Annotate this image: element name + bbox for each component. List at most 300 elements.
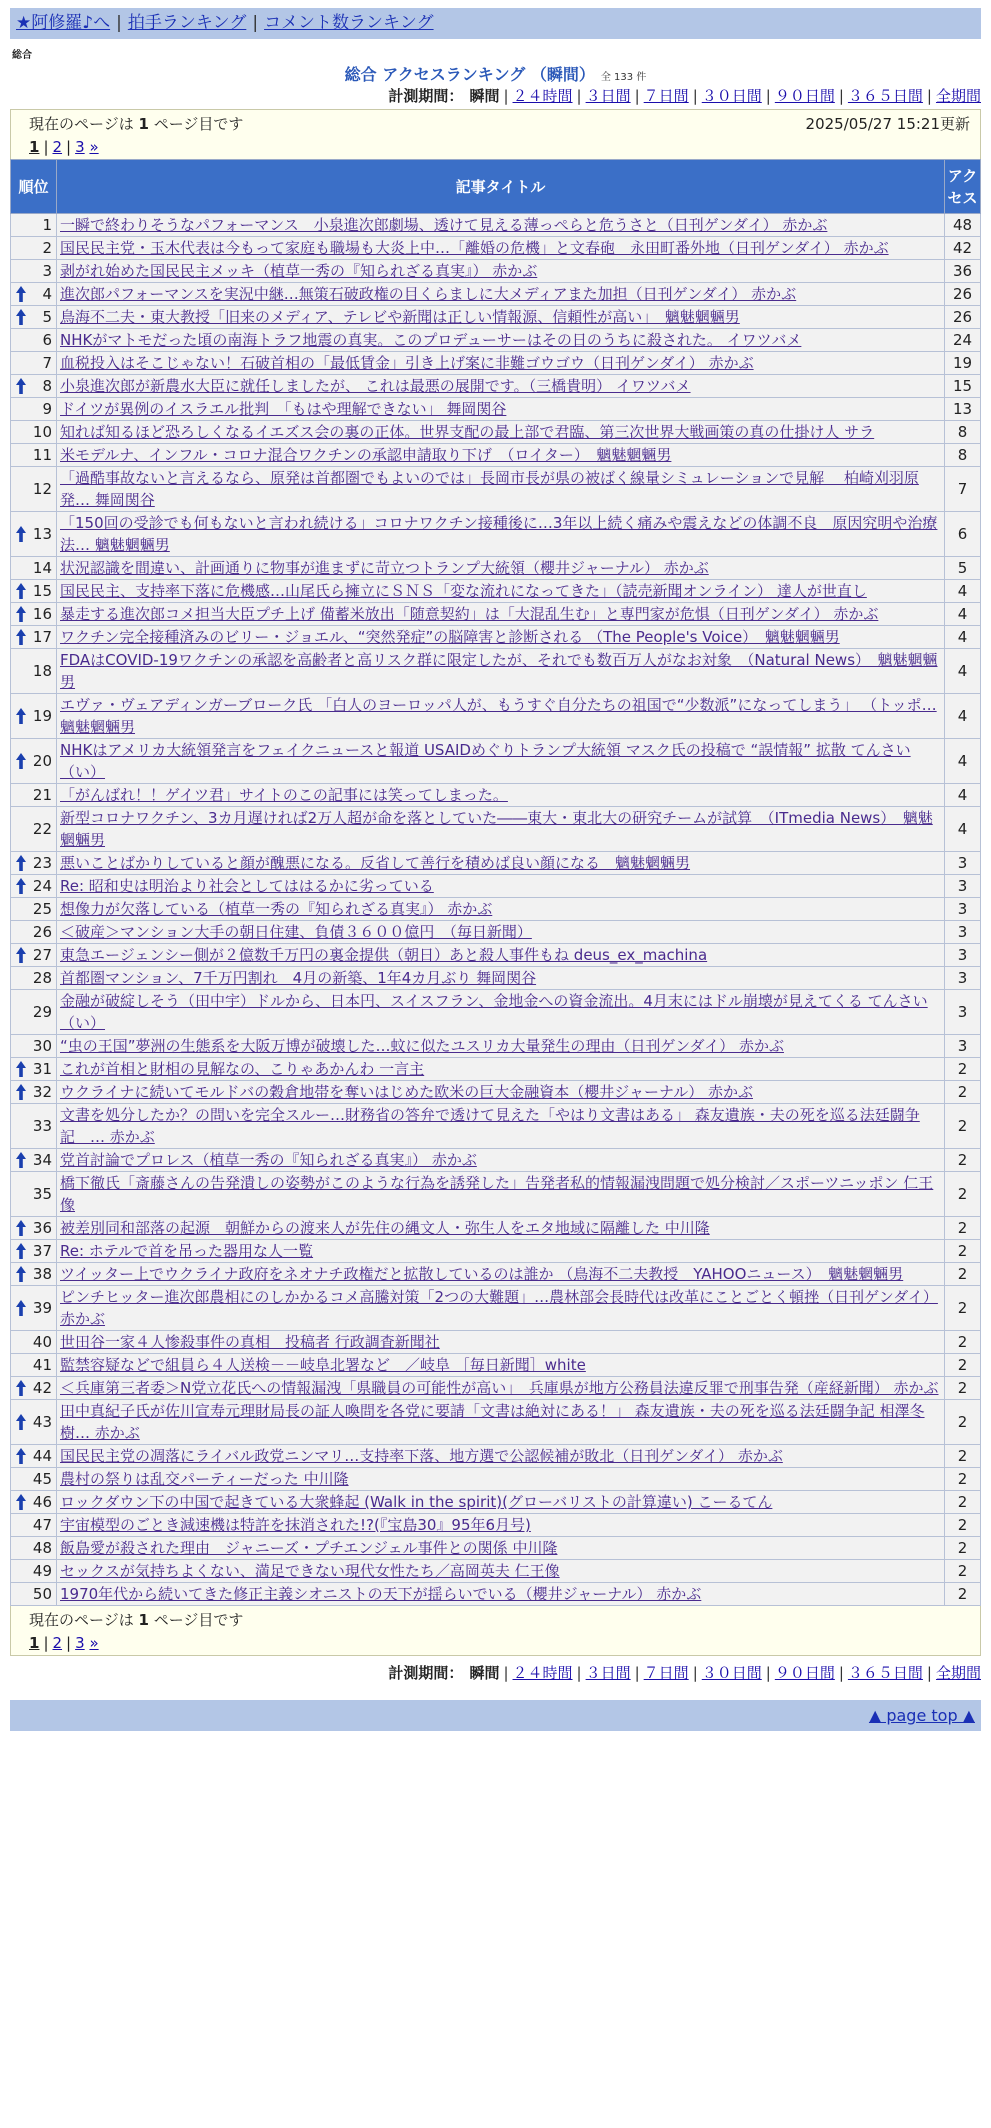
rank-up-icon <box>16 286 26 302</box>
table-row <box>11 1217 981 1240</box>
section-label: 総合 <box>12 50 32 61</box>
article-link[interactable]: これが首相と財相の見解なの、こりゃあかんわ 一言主 <box>60 1060 425 1078</box>
article-link[interactable]: 状況認識を間違い、計画通りに物事が進まずに苛立つトランプ大統領（櫻井ジャーナル） 赤かぶ <box>60 559 709 577</box>
page-title <box>10 65 981 85</box>
article-link[interactable]: 飯島愛が殺された理由 ジャニーズ・プチエンジェル事件との関係 中川隆 <box>60 1539 558 1557</box>
comment-ranking-link[interactable]: コメント数ランキング <box>264 13 434 33</box>
page-link-3[interactable]: 3 <box>75 1634 85 1652</box>
period-link-0[interactable]: ２４時間 <box>512 1664 573 1682</box>
table-row <box>11 1583 981 1606</box>
current-page-text: 現在のページは 1 ページ目です <box>29 115 244 133</box>
pager-bottom <box>10 1606 981 1656</box>
title-cell <box>57 1514 945 1537</box>
title-cell <box>57 1331 945 1354</box>
rank-cell <box>11 467 57 512</box>
rank-cell <box>11 626 57 649</box>
rank-up-icon <box>16 1494 26 1510</box>
period-link-2[interactable]: ７日間 <box>643 1664 689 1682</box>
table-row <box>11 694 981 739</box>
rank-cell <box>11 1560 57 1583</box>
title-cell <box>57 1035 945 1058</box>
period-link-3[interactable]: ３０日間 <box>701 1664 762 1682</box>
total-count: 全 133 件 <box>600 72 647 83</box>
rank-cell <box>11 1491 57 1514</box>
access-count: 4 <box>945 626 981 649</box>
article-link[interactable]: Re: 昭和史は明治より社会としてははるかに劣っている <box>60 877 434 895</box>
table-row <box>11 1286 981 1331</box>
rank-number: 18 <box>32 662 52 680</box>
pager-top <box>10 109 981 159</box>
table-row <box>11 1537 981 1560</box>
period-link-0[interactable]: ２４時間 <box>512 87 573 105</box>
rank-number: 44 <box>32 1447 52 1465</box>
access-count: 2 <box>945 1058 981 1081</box>
rank-up-icon <box>16 378 26 394</box>
title-cell <box>57 283 945 306</box>
title-cell <box>57 1263 945 1286</box>
period-selector-bottom: 計測期間： 瞬間 | ２４時間 | ３日間 | ７日間 | ３０日間 | ９０日間 | ３６５日間 | 全期間 <box>388 1664 981 1682</box>
title-cell <box>57 237 945 260</box>
table-row <box>11 306 981 329</box>
article-link[interactable]: 知れば知るほど恐ろしくなるイエズス会の裏の正体。世界支配の最上部で君臨、第三次世界大戦画策の真の仕掛け人 サラ <box>60 423 875 441</box>
rank-cell <box>11 1445 57 1468</box>
rank-number: 46 <box>32 1493 52 1511</box>
rank-up-icon <box>16 1300 26 1316</box>
table-row <box>11 921 981 944</box>
next-page-link[interactable]: » <box>89 138 99 156</box>
rank-number: 25 <box>32 900 52 918</box>
title-cell <box>57 1286 945 1331</box>
title-cell <box>57 1445 945 1468</box>
rank-cell <box>11 398 57 421</box>
rank-cell <box>11 444 57 467</box>
title-cell <box>57 1104 945 1149</box>
access-count: 2 <box>945 1400 981 1445</box>
rank-cell <box>11 944 57 967</box>
pagination-links-bottom: 1 | 2 | 3 » <box>29 1634 99 1652</box>
title-cell <box>57 1058 945 1081</box>
access-count: 8 <box>945 421 981 444</box>
article-link[interactable]: 小泉進次郎が新農水大臣に就任しましたが、 これは最悪の展開です。（三橋貴明） イワツバメ <box>60 377 691 395</box>
access-count: 36 <box>945 260 981 283</box>
title-cell <box>57 1583 945 1606</box>
article-link[interactable]: 米モデルナ、インフル・コロナ混合ワクチンの承認申請取り下げ （ロイター） 魑魅魍魎男 <box>60 446 672 464</box>
table-row <box>11 512 981 557</box>
access-count: 3 <box>945 944 981 967</box>
access-count: 2 <box>945 1081 981 1104</box>
article-link[interactable]: 「過酷事故ないと言えるなら、原発は首都圏でもよいのでは」長岡市長が県の被ばく線量シミュレーションで見解 柏崎刈羽原発… 舞岡関谷 <box>60 469 919 509</box>
rank-cell <box>11 967 57 990</box>
access-count: 2 <box>945 1377 981 1400</box>
rank-number: 38 <box>32 1265 52 1283</box>
rank-cell <box>11 512 57 557</box>
access-count: 2 <box>945 1537 981 1560</box>
article-link[interactable]: 暴走する進次郎コメ担当大臣プチ上げ 備蓄米放出「随意契約」は「大混乱生む」と専門家が危惧（日刊ゲンダイ） 赤かぶ <box>60 605 879 623</box>
table-row <box>11 398 981 421</box>
article-link[interactable]: セックスが気持ちよくない、満足できない現代女性たち／高岡英夫 仁王像 <box>60 1562 560 1580</box>
title-cell <box>57 467 945 512</box>
rank-cell <box>11 784 57 807</box>
ranking-table <box>10 159 981 1606</box>
title-cell <box>57 694 945 739</box>
access-count: 26 <box>945 306 981 329</box>
home-link[interactable]: ★阿修羅♪へ <box>16 13 111 33</box>
article-link[interactable]: 「150回の受診でも何もないと言われ続ける」コロナワクチン接種後に…3年以上続く痛みや震えなどの体調不良 原因究明や治療法… 魑魅魍魎男 <box>60 514 938 554</box>
rank-up-icon <box>16 1448 26 1464</box>
title-cell <box>57 1560 945 1583</box>
access-count: 4 <box>945 739 981 784</box>
title-cell <box>57 1240 945 1263</box>
article-link[interactable]: ツイッター上でウクライナ政府をネオナチ政権だと拡散しているのは誰か （鳥海不二夫教授 YAHOOニュース） 魑魅魍魎男 <box>60 1265 904 1283</box>
article-link[interactable]: Re: ホテルで首を吊った器用な人一覧 <box>60 1242 314 1260</box>
rank-cell <box>11 1217 57 1240</box>
rank-up-icon <box>16 947 26 963</box>
rank-number: 22 <box>32 820 52 838</box>
article-link[interactable]: 被差別同和部落の起源 朝鮮からの渡来人が先住の縄文人・弥生人をエタ地域に隔離した 中川隆 <box>60 1219 710 1237</box>
bottom-bar <box>10 1700 981 1731</box>
rank-cell <box>11 898 57 921</box>
rank-number: 42 <box>32 1379 52 1397</box>
rank-cell <box>11 375 57 398</box>
rank-cell <box>11 329 57 352</box>
rank-up-icon <box>16 1220 26 1236</box>
access-count: 48 <box>945 214 981 237</box>
rank-cell <box>11 1583 57 1606</box>
rank-cell <box>11 1514 57 1537</box>
period-link-3[interactable]: ３０日間 <box>701 87 762 105</box>
rank-cell <box>11 1468 57 1491</box>
rank-number: 2 <box>42 239 52 257</box>
table-row <box>11 1491 981 1514</box>
title-cell <box>57 852 945 875</box>
page-link-2[interactable]: 2 <box>52 1634 63 1652</box>
article-link[interactable]: ドイツが異例のイスラエル批判 「もはや理解できない」 舞岡関谷 <box>60 400 507 418</box>
title-cell <box>57 214 945 237</box>
page-link-2[interactable]: 2 <box>52 138 63 156</box>
article-link[interactable]: 監禁容疑などで組員ら４人送検－－岐阜北署など ／岐阜 ［毎日新聞］white <box>60 1356 586 1374</box>
title-cell <box>57 944 945 967</box>
rank-number: 1 <box>42 216 52 234</box>
article-link[interactable]: 田中真紀子氏が佐川宣寿元理財局長の証人喚問を各党に要請「文書は絶対にある！」 森友遺族・夫の死を巡る法廷闘争記 相澤冬樹… 赤かぶ <box>60 1402 925 1442</box>
rank-number: 34 <box>32 1151 52 1169</box>
rank-up-icon <box>16 1266 26 1282</box>
article-link[interactable]: ロックダウン下の中国で起きている大衆蜂起 (Walk in the spirit)(グローバリストの計算違い) こーるてん <box>60 1493 773 1511</box>
rank-number: 16 <box>32 605 52 623</box>
table-row <box>11 421 981 444</box>
clap-ranking-link[interactable]: 拍手ランキング <box>127 13 247 33</box>
table-row <box>11 214 981 237</box>
access-count: 2 <box>945 1468 981 1491</box>
article-link[interactable]: 鳥海不二夫・東大教授「旧来のメディア、テレビや新聞は正しい情報源、信頼性が高い」 魑魅魍魎男 <box>60 308 740 326</box>
table-row <box>11 1263 981 1286</box>
rank-number: 39 <box>32 1299 52 1317</box>
rank-number: 41 <box>32 1356 52 1374</box>
rank-number: 15 <box>32 582 52 600</box>
page-top-link[interactable]: ▲ page top ▲ <box>868 1706 975 1725</box>
table-row <box>11 467 981 512</box>
rank-number: 47 <box>32 1516 52 1534</box>
pagination-links: 1 | 2 | 3 » <box>29 138 99 156</box>
article-link[interactable]: 国民民主、支持率下落に危機感…山尾氏ら擁立にＳＮＳ「変な流れになってきた」（読売新聞オンライン） 達人が世直し <box>60 582 867 600</box>
period-link-5[interactable]: ３６５日間 <box>847 87 923 105</box>
updated-timestamp: 2025/05/27 15:21更新 <box>805 115 970 133</box>
rank-number: 24 <box>32 877 52 895</box>
access-count: 2 <box>945 1445 981 1468</box>
table-row <box>11 1104 981 1149</box>
period-link-6[interactable]: 全期間 <box>935 1664 981 1682</box>
rank-number: 4 <box>42 285 52 303</box>
rank-number: 40 <box>32 1333 52 1351</box>
period-link-6[interactable]: 全期間 <box>935 87 981 105</box>
rank-cell <box>11 921 57 944</box>
rank-number: 37 <box>32 1242 52 1260</box>
table-row <box>11 237 981 260</box>
access-count: 4 <box>945 580 981 603</box>
access-count: 6 <box>945 512 981 557</box>
rank-number: 31 <box>32 1060 52 1078</box>
article-link[interactable]: 国民民主党の凋落にライバル政党ニンマリ…支持率下落、地方選で公認候補が敗北（日刊ゲンダイ） 赤かぶ <box>60 1447 783 1465</box>
access-count: 2 <box>945 1217 981 1240</box>
title-cell <box>57 260 945 283</box>
article-link[interactable]: 剥がれ始めた国民民主メッキ（植草一秀の『知られざる真実』） 赤かぶ <box>60 262 538 280</box>
title-cell <box>57 306 945 329</box>
title-cell <box>57 1081 945 1104</box>
access-count: 19 <box>945 352 981 375</box>
rank-cell <box>11 260 57 283</box>
access-count: 42 <box>945 237 981 260</box>
rank-cell <box>11 694 57 739</box>
access-count: 5 <box>945 557 981 580</box>
rank-cell <box>11 1286 57 1331</box>
rank-up-icon <box>16 708 26 724</box>
title-cell <box>57 1537 945 1560</box>
rank-number: 36 <box>32 1219 52 1237</box>
rank-cell <box>11 237 57 260</box>
table-row <box>11 1377 981 1400</box>
table-row <box>11 375 981 398</box>
title-cell <box>57 1354 945 1377</box>
rank-up-icon <box>16 1380 26 1396</box>
rank-cell <box>11 649 57 694</box>
article-link[interactable]: 世田谷一家４人惨殺事件の真相 投稿者 行政調査新聞社 <box>60 1333 440 1351</box>
article-link[interactable]: 一瞬で終わりそうなパフォーマンス 小泉進次郎劇場、透けて見える薄っぺらと危うさと（日刊ゲンダイ） 赤かぶ <box>60 216 828 234</box>
title-cell <box>57 444 945 467</box>
access-count: 3 <box>945 990 981 1035</box>
article-link[interactable]: 国民民主党・玉木代表は今もって家庭も職場も大炎上中…「離婚の危機」と文春砲 永田町番外地（日刊ゲンダイ） 赤かぶ <box>60 239 889 257</box>
table-row <box>11 1081 981 1104</box>
article-link[interactable]: NHKがマトモだった頃の南海トラフ地震の真実。このプロデューサーはその日のうちに殺された。 イワツバメ <box>60 331 802 349</box>
rank-number: 12 <box>32 480 52 498</box>
title-cell <box>57 1468 945 1491</box>
table-row <box>11 739 981 784</box>
period-current: 瞬間 <box>469 87 500 105</box>
title-cell <box>57 580 945 603</box>
rank-number: 5 <box>42 308 52 326</box>
article-link[interactable]: 新型コロナワクチン、3カ月遅ければ2万人超が命を落としていた――東大・東北大の研究チームが試算 （ITmedia News） 魑魅魍魎男 <box>60 809 933 849</box>
title-cell <box>57 898 945 921</box>
article-link[interactable]: 悪いことばかりしていると顔が醜悪になる。反省して善行を積めば良い顔になる 魑魅魍魎男 <box>60 854 691 872</box>
rank-cell <box>11 1377 57 1400</box>
access-count: 13 <box>945 398 981 421</box>
rank-number: 28 <box>32 969 52 987</box>
access-count: 2 <box>945 1240 981 1263</box>
rank-cell <box>11 283 57 306</box>
title-cell <box>57 967 945 990</box>
rank-cell <box>11 557 57 580</box>
article-link[interactable]: 文書を処分したか？の問いを完全スルー…財務省の答弁で透けて見えた「やはり文書はある」 森友遺族・夫の死を巡る法廷闘争記 … 赤かぶ <box>60 1106 920 1146</box>
access-count: 3 <box>945 852 981 875</box>
article-link[interactable]: 金融が破綻しそう（田中宇）ドルから、日本円、スイスフラン、金地金への資金流出。4月末にはドル崩壊が見えてくる てんさい（い） <box>60 992 928 1032</box>
table-row <box>11 283 981 306</box>
access-count: 2 <box>945 1331 981 1354</box>
table-row <box>11 1172 981 1217</box>
title-cell <box>57 784 945 807</box>
table-row <box>11 898 981 921</box>
period-link-2[interactable]: ７日間 <box>643 87 689 105</box>
article-link[interactable]: 「がんばれ！！ゲイツ君」サイトのこの記事には笑ってしまった。 <box>60 786 508 804</box>
article-link[interactable]: ウクライナに続いてモルドバの穀倉地帯を奪いはじめた欧米の巨大金融資本（櫻井ジャーナル） 赤かぶ <box>60 1083 753 1101</box>
period-label: 計測期間： <box>388 87 464 105</box>
rank-cell <box>11 1104 57 1149</box>
rank-cell <box>11 990 57 1035</box>
article-link[interactable]: 首都圏マンション、7千万円割れ 4月の新築、1年4カ月ぶり 舞岡関谷 <box>60 969 537 987</box>
table-row <box>11 1514 981 1537</box>
access-count: 3 <box>945 898 981 921</box>
rank-number: 45 <box>32 1470 52 1488</box>
period-link-1[interactable]: ３日間 <box>585 1664 631 1682</box>
page-link-3[interactable]: 3 <box>75 138 85 156</box>
rank-cell <box>11 1058 57 1081</box>
table-row <box>11 603 981 626</box>
rank-number: 27 <box>32 946 52 964</box>
title-cell <box>57 875 945 898</box>
table-row <box>11 580 981 603</box>
article-link[interactable]: 宇宙模型のごとき減速機は特許を抹消された!?(『宝島30』95年6月号) <box>60 1516 531 1534</box>
period-link-1[interactable]: ３日間 <box>585 87 631 105</box>
rank-up-icon <box>16 1084 26 1100</box>
rank-number: 21 <box>32 786 52 804</box>
article-link[interactable]: 1970年代から続いてきた修正主義シオニストの天下が揺らいでいる（櫻井ジャーナル） 赤かぶ <box>60 1585 702 1603</box>
rank-cell <box>11 807 57 852</box>
rank-number: 32 <box>32 1083 52 1101</box>
period-selector-top: 計測期間： 瞬間 | ２４時間 | ３日間 | ７日間 | ３０日間 | ９０日間 | ３６５日間 | 全期間 <box>388 87 981 105</box>
page-title-text: 総合 アクセスランキング （瞬間） <box>344 65 595 84</box>
rank-cell <box>11 580 57 603</box>
article-link[interactable]: ＜破産＞マンション大手の朝日住建、負債３６００億円 （毎日新聞） <box>60 923 532 941</box>
article-link[interactable]: 党首討論でプロレス（植草一秀の『知られざる真実』） 赤かぶ <box>60 1151 477 1169</box>
article-link[interactable]: 東急エージェンシー側が２億数千万円の裏金提供（朝日）あと殺人事件もね deus_ex_machina <box>60 946 708 964</box>
access-count: 4 <box>945 784 981 807</box>
title-cell <box>57 990 945 1035</box>
table-row <box>11 329 981 352</box>
title-cell <box>57 375 945 398</box>
access-count: 4 <box>945 694 981 739</box>
access-count: 8 <box>945 444 981 467</box>
column-header-access: アクセス <box>945 160 981 214</box>
rank-number: 49 <box>32 1562 52 1580</box>
rank-number: 10 <box>32 423 52 441</box>
next-page-link[interactable]: » <box>89 1634 99 1652</box>
access-count: 2 <box>945 1491 981 1514</box>
rank-cell <box>11 1081 57 1104</box>
rank-up-icon <box>16 606 26 622</box>
rank-number: 26 <box>32 923 52 941</box>
rank-up-icon <box>16 1243 26 1259</box>
rank-number: 11 <box>32 446 52 464</box>
title-cell <box>57 1400 945 1445</box>
table-row <box>11 1354 981 1377</box>
column-header-rank: 順位 <box>11 160 57 214</box>
article-link[interactable]: ワクチン完全接種済みのビリー・ジョエル、“突然発症”の脳障害と診断される （The People's Voice） 魑魅魍魎男 <box>60 628 840 646</box>
table-row <box>11 1468 981 1491</box>
rank-cell <box>11 1240 57 1263</box>
access-count: 2 <box>945 1514 981 1537</box>
table-row <box>11 852 981 875</box>
period-link-4[interactable]: ９０日間 <box>774 1664 835 1682</box>
rank-up-icon <box>16 1152 26 1168</box>
access-count: 3 <box>945 921 981 944</box>
title-cell <box>57 1217 945 1240</box>
article-link[interactable]: NHKはアメリカ大統領発言をフェイクニュースと報道 USAIDめぐりトランプ大統領 マスク氏の投稿で “誤情報” 拡散 てんさい（い） <box>60 741 911 781</box>
rank-number: 6 <box>42 331 52 349</box>
article-link[interactable]: ピンチヒッター進次郎農相にのしかかるコメ高騰対策「2つの大難題」…農林部会長時代は改革にことごとく頓挫（日刊ゲンダイ） 赤かぶ <box>60 1288 938 1328</box>
table-row <box>11 444 981 467</box>
title-cell <box>57 626 945 649</box>
table-row <box>11 807 981 852</box>
article-link[interactable]: ＜兵庫第三者委＞N党立花氏への情報漏洩「県職員の可能性が高い」 兵庫県が地方公務員法違反罪で刑事告発（産経新聞） 赤かぶ <box>60 1379 939 1397</box>
access-count: 4 <box>945 807 981 852</box>
access-count: 2 <box>945 1583 981 1606</box>
rank-cell <box>11 603 57 626</box>
access-count: 24 <box>945 329 981 352</box>
article-link[interactable]: FDAはCOVID-19ワクチンの承認を高齢者と高リスク群に限定したが、それでも数百万人がなお対象 （Natural News） 魑魅魍魎男 <box>60 651 938 691</box>
article-link[interactable]: 農村の祭りは乱交パーティーだった 中川隆 <box>60 1470 349 1488</box>
article-link[interactable]: エヴァ・ヴェアディンガーブローク氏 「白人のヨーロッパ人が、もうすぐ自分たちの祖国で“少数派”になってしまう」 （トッポ… 魑魅魍魎男 <box>60 696 937 736</box>
table-row <box>11 626 981 649</box>
title-cell <box>57 1149 945 1172</box>
rank-cell <box>11 306 57 329</box>
rank-number: 43 <box>32 1413 52 1431</box>
article-link[interactable]: 想像力が欠落している（植草一秀の『知られざる真実』） 赤かぶ <box>60 900 493 918</box>
title-cell <box>57 1377 945 1400</box>
rank-cell <box>11 352 57 375</box>
period-current: 瞬間 <box>469 1664 500 1682</box>
access-count: 2 <box>945 1172 981 1217</box>
article-link[interactable]: 進次郎パフォーマンスを実況中継…無策石破政権の目くらましに大メディアまた加担（日刊ゲンダイ） 赤かぶ <box>60 285 797 303</box>
table-row <box>11 784 981 807</box>
title-cell <box>57 1172 945 1217</box>
rank-cell <box>11 1331 57 1354</box>
article-link[interactable]: “虫の王国”夢洲の生態系を大阪万博が破壊した…蚊に似たユスリカ大量発生の理由（日刊ゲンダイ） 赤かぶ <box>60 1037 784 1055</box>
rank-number: 33 <box>32 1117 52 1135</box>
rank-cell <box>11 1035 57 1058</box>
table-row <box>11 944 981 967</box>
rank-number: 20 <box>32 752 52 770</box>
article-link[interactable]: 橋下徹氏「斎藤さんの告発潰しの姿勢がこのような行為を誘発した」告発者私的情報漏洩問題で処分検討／スポーツニッポン 仁王像 <box>60 1174 934 1214</box>
title-cell <box>57 512 945 557</box>
rank-number: 7 <box>42 354 52 372</box>
period-label: 計測期間： <box>388 1664 464 1682</box>
title-cell <box>57 807 945 852</box>
article-link[interactable]: 血税投入はそこじゃない！石破首相の「最低賃金」引き上げ案に非難ゴウゴウ（日刊ゲンダイ） 赤かぶ <box>60 354 754 372</box>
rank-number: 29 <box>32 1003 52 1021</box>
access-count: 2 <box>945 1560 981 1583</box>
period-link-4[interactable]: ９０日間 <box>774 87 835 105</box>
period-link-5[interactable]: ３６５日間 <box>847 1664 923 1682</box>
rank-up-icon <box>16 1414 26 1430</box>
access-count: 3 <box>945 967 981 990</box>
rank-number: 13 <box>32 525 52 543</box>
